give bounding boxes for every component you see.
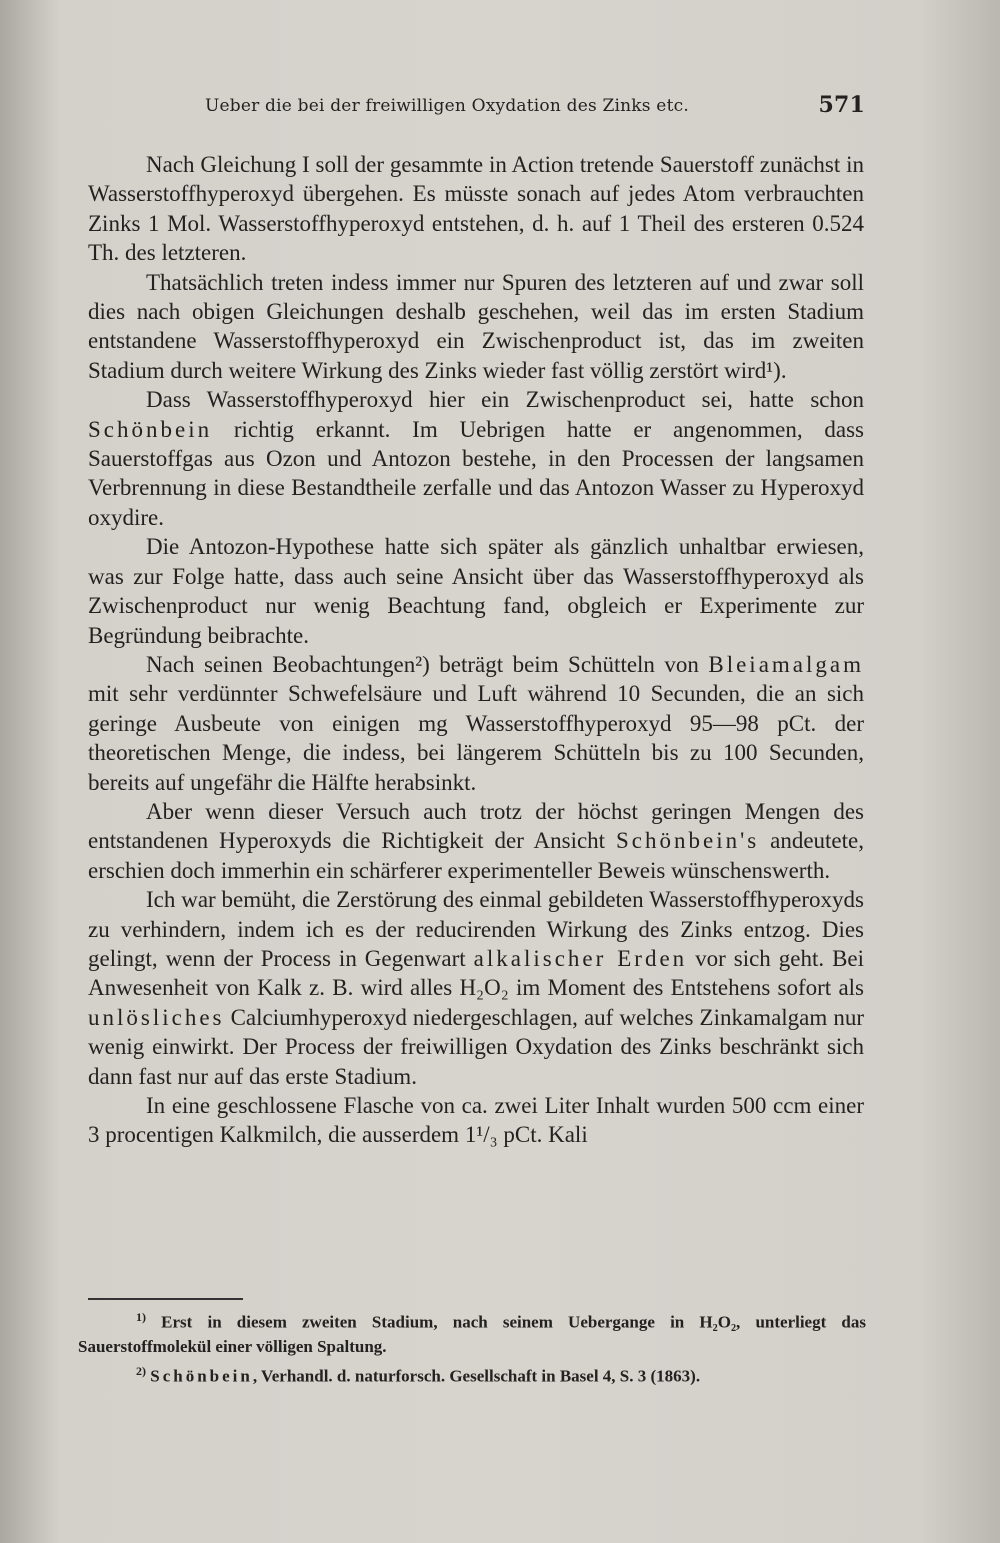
paragraph-7 [88,885,864,1091]
paragraph-6-part-b: andeutete, erschien doch immerhin ein schärferer experimenteller Beweis wünschenswerth. [88,828,864,883]
body-text [88,150,864,1150]
paragraph-5 [88,650,864,797]
footnote-text: , Verhandl. d. naturforsch. Gesellschaft in Basel 4, S. 3 (1863). [252,1366,701,1386]
paragraph-3-part-b: richtig erkannt. Im Uebrigen hatte er angenommen, dass Sauerstoffgas aus Ozon und Antozon bestehe, in den Processen der langsamen Verbrennung in diese Bestandtheile zerfalle und das Antozon Wasser zu Hyperoxyd oxydire. [88,416,864,530]
footnote-text: Erst in diesem zweiten Stadium, nach seinem Uebergange in H₂O₂, unterliegt das Sauerstoffmolekül einer völligen Spaltung. [78,1312,866,1356]
footnote-mark: 2) [136,1363,146,1378]
emphasis-term: alkalischer Erden [473,945,688,971]
paragraph-3 [88,385,864,532]
footnote-2 [78,1359,866,1389]
footnote-1 [78,1305,866,1359]
paragraph-6-part-a: Aber wenn dieser Versuch auch trotz der höchst geringen Mengen des entstandenen Hyperoxyds die Richtigkeit der Ansicht [88,798,864,854]
footnotes [78,1305,866,1388]
author-name: Schönbein [150,1366,253,1386]
running-title: Ueber die bei der freiwilligen Oxydation des Zinks etc. [205,96,689,116]
author-name: Schönbein [88,416,213,442]
page-number: 571 [818,92,865,118]
paragraph-4: Die Antozon-Hypothese hatte sich später als gänzlich unhaltbar erwiesen, was zur Folge hatte, dass auch seine Ansicht über das Wasserstoffhyperoxyd als Zwischenproduct nur wenig Beachtung fand, obgleich er Experimente zur Begründung beibrachte. [88,534,864,648]
author-name: Schönbein's [616,828,760,854]
emphasis-term: unlösliches [88,1004,225,1030]
page-header [205,92,865,122]
paragraph-5-part-a: Nach seinen Beobachtungen²) beträgt beim Schütteln von [146,651,709,677]
paragraph-3-part-a: Dass Wasserstoffhyperoxyd hier ein Zwischenproduct sei, hatte schon [146,387,864,413]
footnote-rule [88,1298,243,1300]
paragraph-7-part-c: Calciumhyperoxyd niedergeschlagen, auf welches Zinkamalgam nur wenig einwirkt. Der Process der freiwilligen Oxydation des Zinks beschränkt sich dann fast nur auf das erste Stadium. [88,1004,864,1089]
paragraph-7-part-a: Ich war bemüht, die Zerstörung des einmal gebildeten Wasserstoffhyperoxyds zu verhindern, indem ich es der reducirenden Wirkung des Zinks entzog. Dies gelingt, wenn der Process in Gegenwart [88,887,864,971]
paragraph-7-part-b: vor sich geht. Bei Anwesenheit von Kalk z. B. wird alles H₂O₂ im Moment des Entstehens sofort als [88,945,865,1001]
paragraph-6 [88,797,864,885]
paragraph-8: In eine geschlossene Flasche von ca. zwei Liter Inhalt wurden 500 ccm einer 3 procentigen Kalkmilch, die ausserdem 1¹/₃ pCt. Kali [88,1093,864,1148]
paragraph-2: Thatsächlich treten indess immer nur Spuren des letzteren auf und zwar soll dies nach obigen Gleichungen deshalb geschehen, weil das im ersten Stadium entstandene Wasserstoffhyperoxyd ein Zwischenproduct ist, das im zweiten Stadium durch weitere Wirkung des Zinks wieder fast völlig zerstört wird¹). [88,269,864,383]
paragraph-1: Nach Gleichung I soll der gesammte in Action tretende Sauerstoff zunächst in Wasserstoffhyperoxyd übergehen. Es müsste sonach auf jedes Atom verbrauchten Zinks 1 Mol. Wasserstoffhyperoxyd entstehen, d. h. auf 1 Theil des ersteren 0.524 Th. des letzteren. [88,152,864,266]
paragraph-5-part-b: mit sehr verdünnter Schwefelsäure und Luft während 10 Secunden, die an sich geringe Ausbeute von einigen mg Wasserstoffhyperoxyd 95—98 pCt. der theoretischen Menge, die indess, bei längerem Schütteln bis zu 100 Secunden, bereits auf ungefähr die Hälfte herabsinkt. [88,681,864,795]
emphasis-term: Bleiamalgam [708,651,864,677]
footnote-mark: 1) [136,1310,146,1324]
